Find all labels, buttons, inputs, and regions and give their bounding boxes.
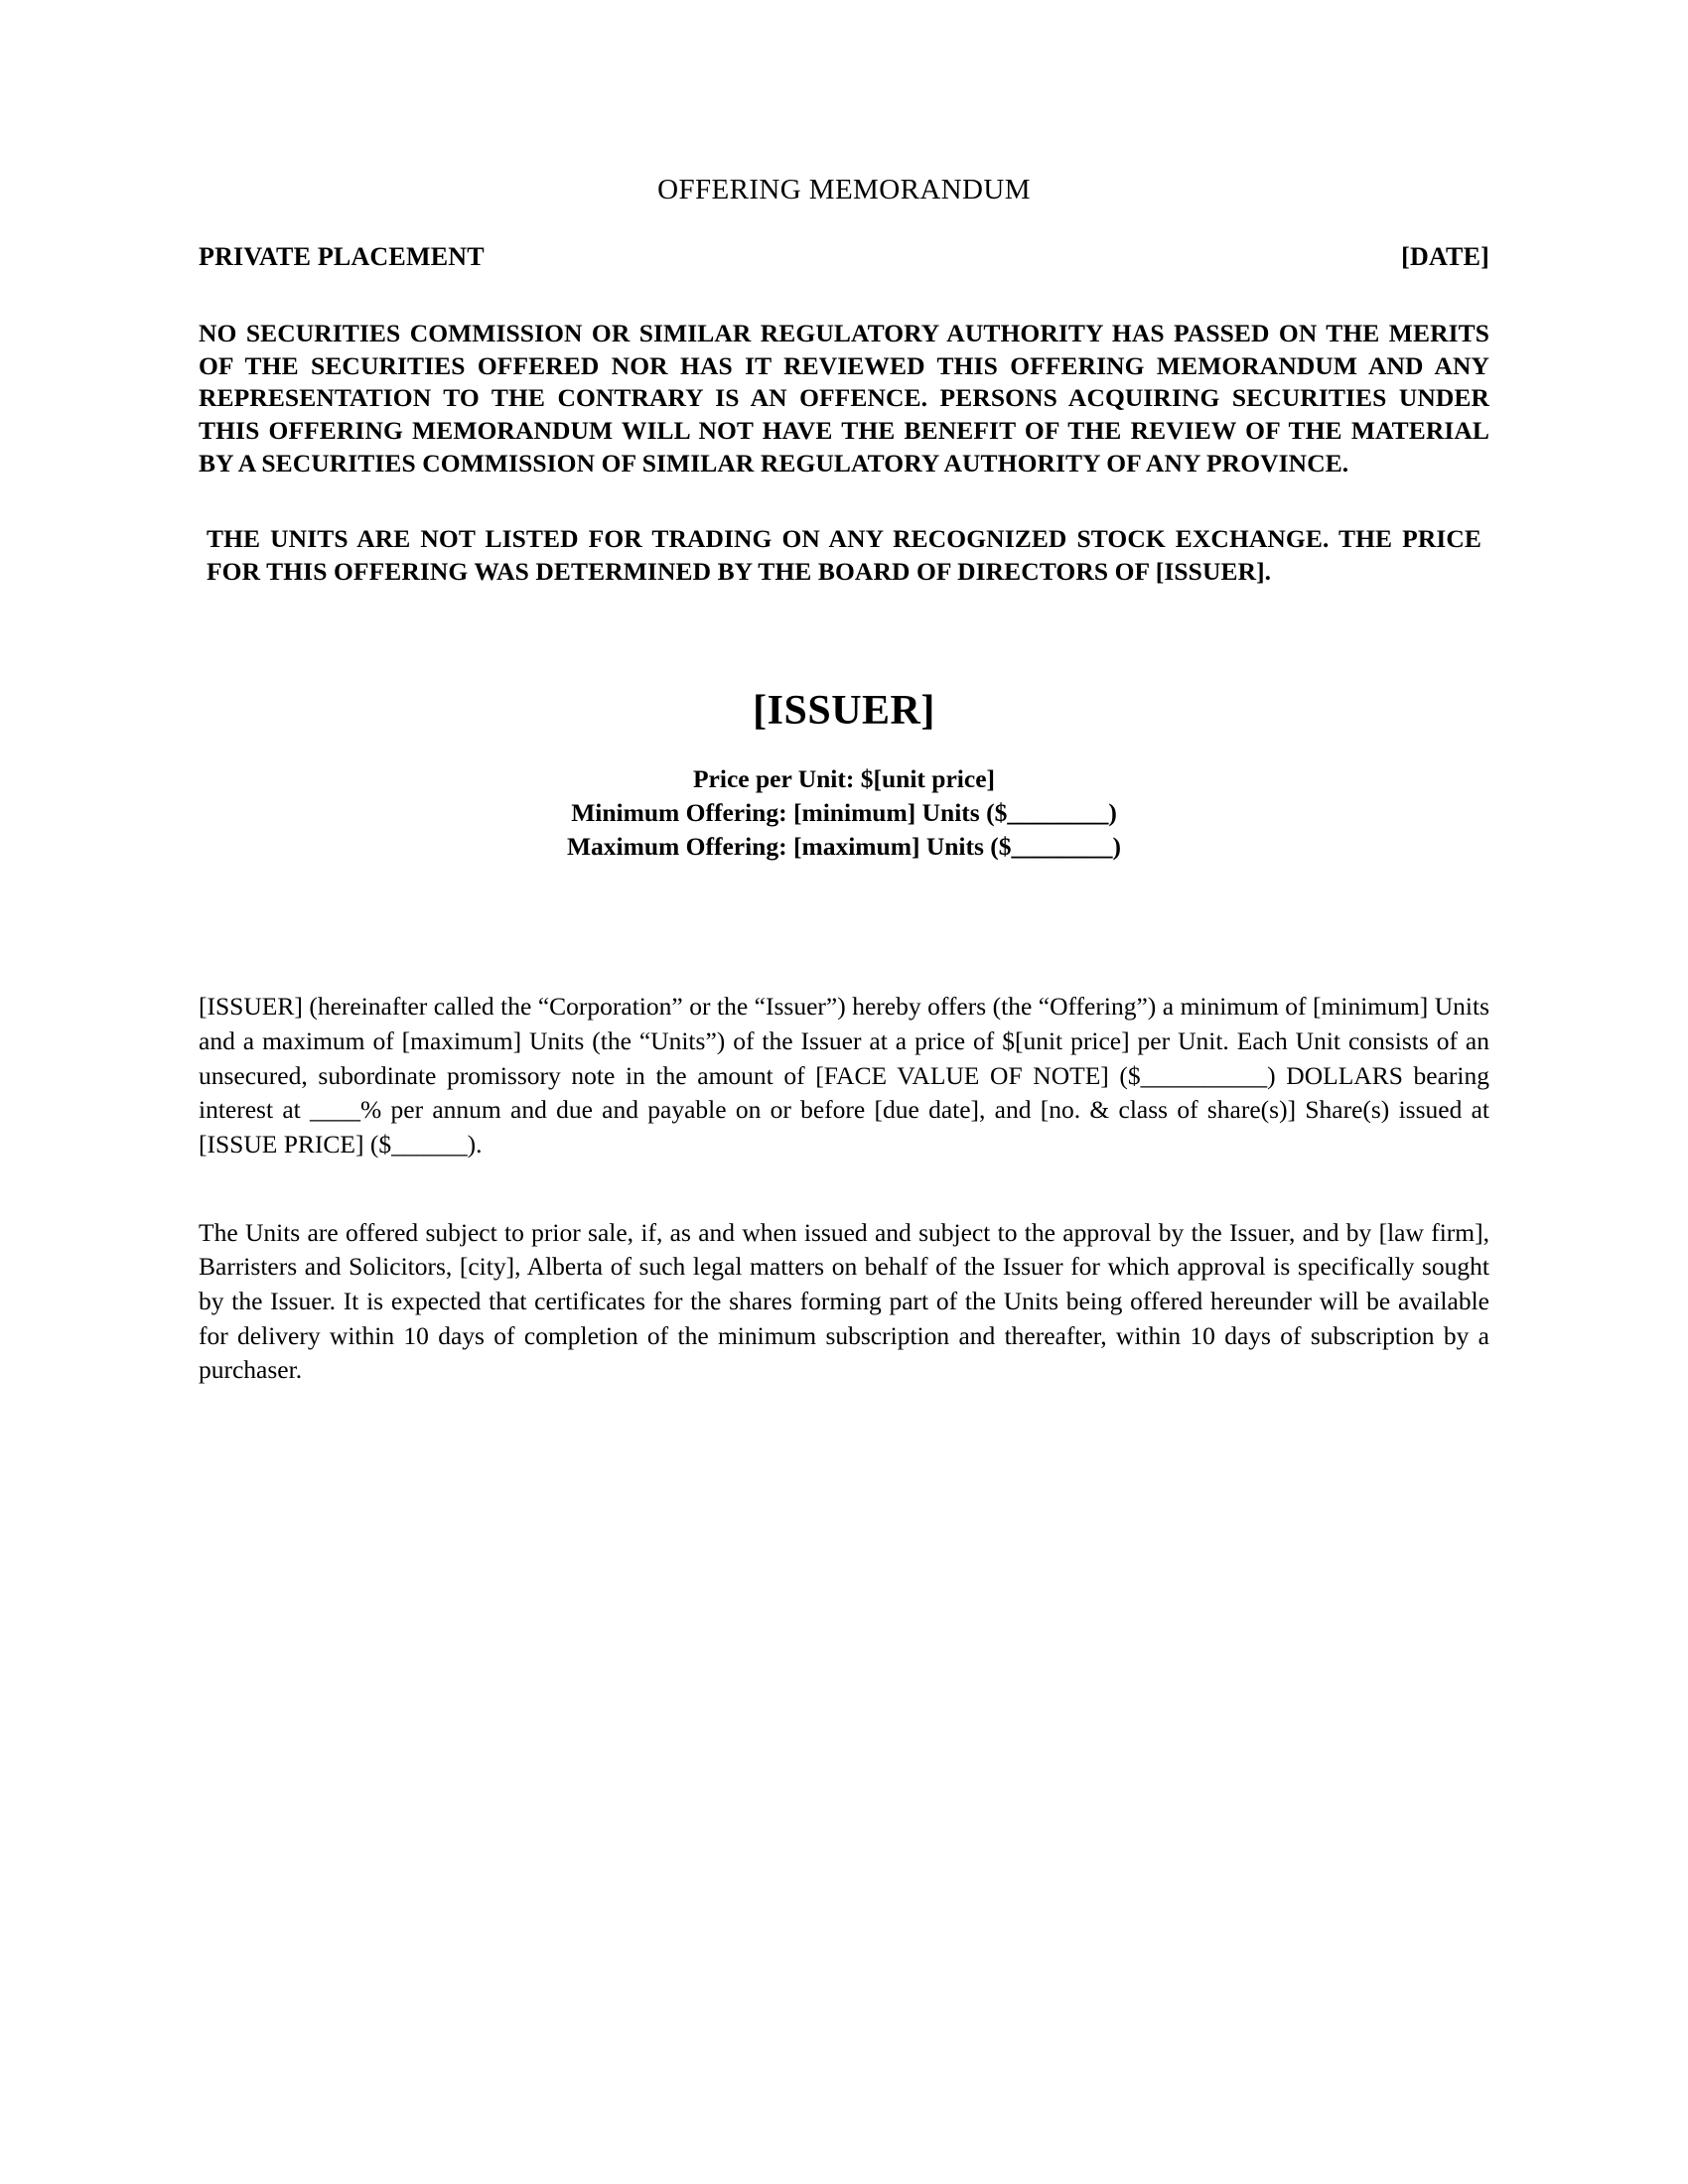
date-placeholder: [DATE] — [1401, 242, 1489, 271]
page-title: OFFERING MEMORANDUM — [657, 174, 1031, 205]
price-per-unit-line: Price per Unit: $[unit price] — [692, 764, 996, 794]
header-row — [199, 242, 1489, 272]
maximum-offering-line: Maximum Offering: [maximum] Units ($________) — [566, 831, 1122, 861]
regulatory-legend-paragraph: NO SECURITIES COMMISSION OR SIMILAR REGULATORY AUTHORITY HAS PASSED ON THE MERITS OF THE SECURITIES OFFERED NOR HAS IT REVIEWED THIS OFFERING MEMORANDUM AND ANY REPRESENTATION TO THE CONTRARY IS AN OFFENCE. PERSONS ACQUIRING SECURITIES UNDER THIS OFFERING MEMORANDUM WILL NOT HAVE THE BENEFIT OF THE REVIEW OF THE MATERIAL BY A SECURITIES COMMISSION OF SIMILAR REGULATORY AUTHORITY OF ANY PROVINCE. — [199, 319, 1489, 478]
issuer-heading: [ISSUER] — [753, 688, 935, 735]
private-placement-label: PRIVATE PLACEMENT — [199, 242, 485, 271]
minimum-offering-line: Minimum Offering: [minimum] Units ($________) — [571, 798, 1117, 828]
offering-price-block — [199, 762, 1489, 863]
listing-legend-paragraph: THE UNITS ARE NOT LISTED FOR TRADING ON ANY RECOGNIZED STOCK EXCHANGE. THE PRICE FOR THIS OFFERING WAS DETERMINED BY THE BOARD OF DIRECTORS OF [ISSUER]. — [207, 524, 1481, 586]
units-terms-paragraph: The Units are offered subject to prior sale, if, as and when issued and subject to the approval by the Issuer, and by [law firm], Barristers and Solicitors, [city], Alberta of such legal matters on behalf of the Issuer for which approval is specifically sought by the Issuer. It is expected that certificates for the shares forming part of the Units being offered hereunder will be available for delivery within 10 days of completion of the minimum subscription and thereafter, within 10 days of subscription by a purchaser. — [199, 1217, 1489, 1385]
offering-description-paragraph: [ISSUER] (hereinafter called the “Corporation” or the “Issuer”) hereby offers (the “Offering”) a minimum of [minimum] Units and a maximum of [maximum] Units (the “Units”) of the Issuer at a price of $[unit price] per Unit. Each Unit consists of an unsecured, subordinate promissory note in the amount of [FACE VALUE OF NOTE] ($__________) DOLLARS bearing interest at ____% per annum and due and payable on or before [due date], and [no. & class of share(s)] Share(s) issued at [ISSUE PRICE] ($______). — [199, 992, 1489, 1160]
